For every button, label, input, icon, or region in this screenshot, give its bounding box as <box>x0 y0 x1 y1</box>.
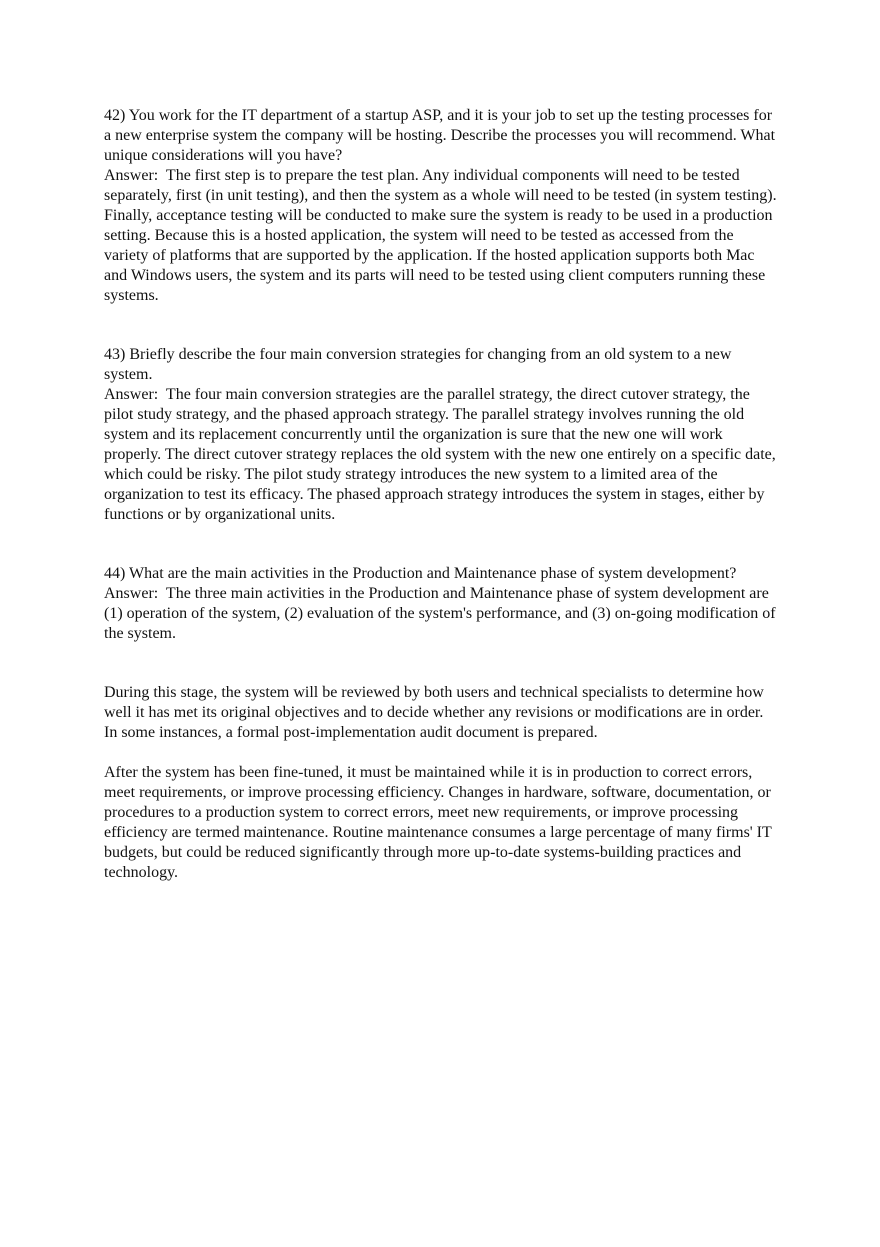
answer-44 <box>104 584 780 644</box>
answer-43-label: Answer: <box>104 386 166 403</box>
answer-42 <box>104 166 780 306</box>
maintenance-paragraph-block <box>104 763 780 883</box>
answer-42-text: The first step is to prepare the test plan. Any individual components will need to be tested separately, first (in unit testing), and then the system as a whole will need to be tested (in system testing). Finally, acceptance testing will be conducted to make sure the system is ready to be used in a production setting. Because this is a hosted application, the system will need to be tested as accessed from the variety of platforms that are supported by the application. If the hosted application supports both Mac and Windows users, the system and its parts will need to be tested using client computers running these systems. <box>104 167 777 304</box>
answer-42-label: Answer: <box>104 167 166 184</box>
answer-44-label: Answer: <box>104 585 166 602</box>
answer-43 <box>104 385 780 525</box>
answer-44-text: The three main activities in the Production and Maintenance phase of system development are (1) operation of the system, (2) evaluation of the system's performance, and (3) on-going modification of the system. <box>104 585 776 642</box>
question-43-block <box>104 345 780 525</box>
question-43-text: 43) Briefly describe the four main conversion strategies for changing from an old system to a new system. <box>104 346 732 383</box>
evaluation-paragraph: During this stage, the system will be reviewed by both users and technical specialists to determine how well it has met its original objectives and to decide whether any revisions or modifications are in order. In some instances, a formal post-implementation audit document is prepared. <box>104 684 764 741</box>
question-42-block <box>104 106 780 306</box>
question-44-block <box>104 564 780 644</box>
evaluation-paragraph-block <box>104 683 780 743</box>
question-44-text: 44) What are the main activities in the Production and Maintenance phase of system development? <box>104 565 737 582</box>
document-page <box>104 106 780 883</box>
answer-43-text: The four main conversion strategies are the parallel strategy, the direct cutover strategy, the pilot study strategy, and the phased approach strategy. The parallel strategy involves running the old system and its replacement concurrently until the organization is sure that the new one will work properly. The direct cutover strategy replaces the old system with the new one entirely on a specific date, which could be risky. The pilot study strategy introduces the new system to a limited area of the organization to test its efficacy. The phased approach strategy introduces the system in stages, either by functions or by organizational units. <box>104 386 776 523</box>
maintenance-paragraph: After the system has been fine-tuned, it must be maintained while it is in production to correct errors, meet requirements, or improve processing efficiency. Changes in hardware, software, documentation, or procedures to a production system to correct errors, meet new requirements, or improve processing efficiency are termed maintenance. Routine maintenance consumes a large percentage of many firms' IT budgets, but could be reduced significantly through more up-to-date systems-building practices and technology. <box>104 764 772 881</box>
question-42-text: 42) You work for the IT department of a startup ASP, and it is your job to set up the testing processes for a new enterprise system the company will be hosting. Describe the processes you will recommend. What unique considerations will you have? <box>104 107 776 164</box>
